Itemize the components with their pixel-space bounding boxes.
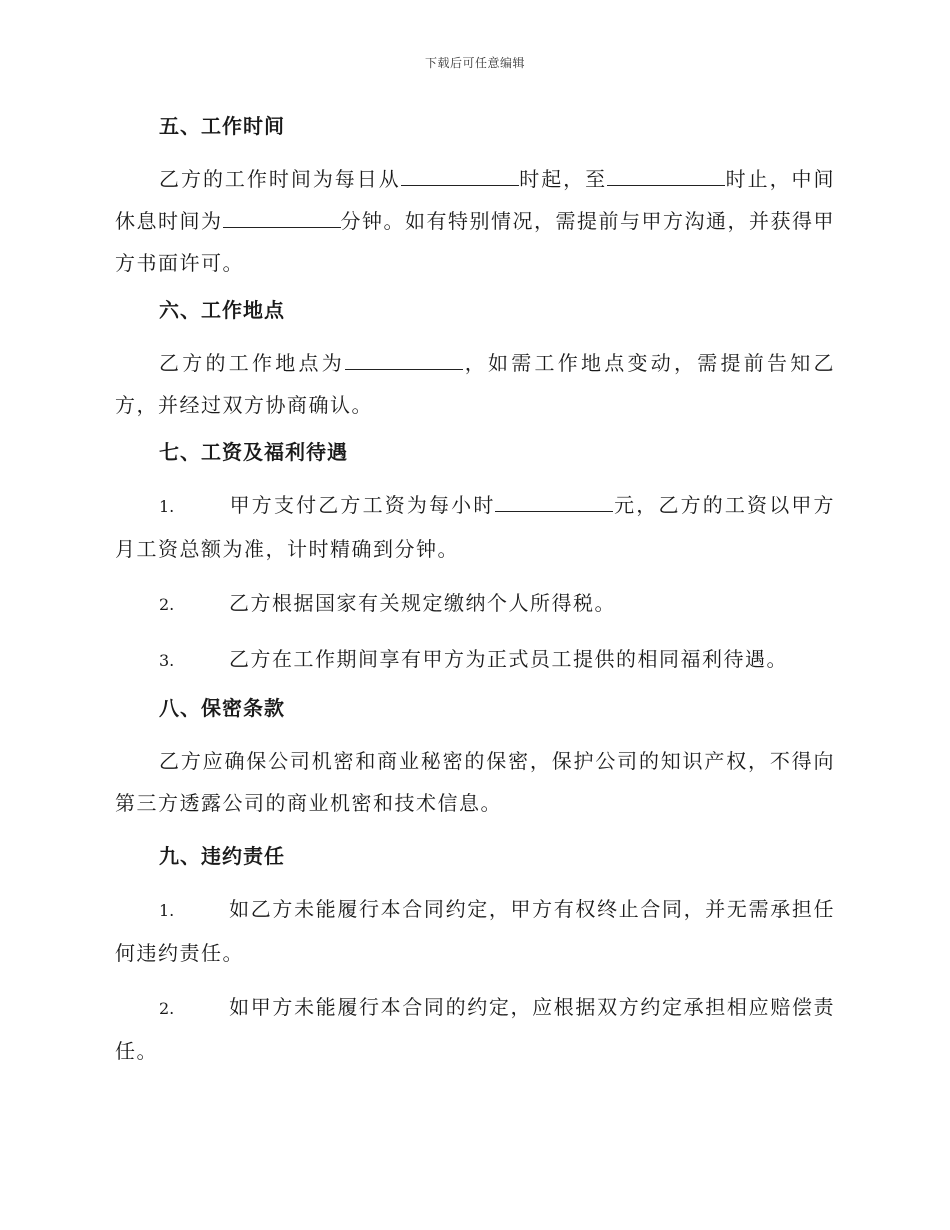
- blank-hourly-wage: [495, 489, 613, 512]
- section-title-breach-liability: 九、违约责任: [159, 844, 285, 868]
- list-number: 1.: [159, 901, 175, 920]
- list-item-breach-1: [115, 888, 835, 974]
- section-title-work-hours: 五、工作时间: [159, 114, 285, 138]
- text-segment: 乙方根据国家有关规定缴纳个人所得税。: [229, 591, 616, 615]
- paragraph-work-location: [115, 342, 835, 426]
- list-item-salary-3: [115, 638, 835, 682]
- page-header: 下载后可任意编辑: [424, 56, 525, 70]
- text-segment: 乙方在工作期间享有甲方为正式员工提供的相同福利待遇。: [229, 647, 788, 671]
- document-body: [115, 112, 835, 1072]
- list-item-salary-2: [115, 582, 835, 626]
- list-item-breach-2: [115, 986, 835, 1072]
- paragraph-confidentiality: 乙方应确保公司机密和商业秘密的保密，保护公司的知识产权，不得向第三方透露公司的商业机密和技术信息。: [115, 749, 835, 815]
- section-title-work-location: 六、工作地点: [159, 298, 285, 322]
- blank-break-minutes: [223, 205, 341, 228]
- text-segment: 分钟。如有特别情况，需提前与甲方沟通，并获得甲方书面许可。: [115, 209, 835, 275]
- paragraph-work-hours: [115, 158, 835, 284]
- list-number: 2.: [159, 999, 175, 1018]
- text-segment: ，如需工作地点变动，需提前告知乙方，并经过双方协商确认。: [115, 351, 835, 417]
- text-segment: 元，乙方的工资以甲方月工资总额为准，计时精确到分钟。: [115, 493, 836, 561]
- list-item-salary-1: [115, 484, 835, 570]
- list-number: 1.: [159, 497, 175, 516]
- text-segment: 时起，至: [518, 167, 608, 191]
- text-segment: 乙方的工作时间为每日从: [159, 167, 401, 191]
- list-number: 2.: [159, 595, 175, 614]
- blank-end-time: [607, 163, 725, 186]
- text-segment: 时止，中间休息时间为: [115, 167, 836, 233]
- section-title-confidentiality: 八、保密条款: [159, 696, 285, 720]
- blank-location: [345, 347, 463, 370]
- list-number: 3.: [159, 651, 175, 670]
- text-segment: 如乙方未能履行本合同约定，甲方有权终止合同，并无需承担任何违约责任。: [115, 897, 835, 965]
- section-title-salary-benefits: 七、工资及福利待遇: [159, 440, 348, 464]
- text-segment: 甲方支付乙方工资为每小时: [229, 493, 496, 517]
- text-segment: 如甲方未能履行本合同的约定，应根据双方约定承担相应赔偿责任。: [115, 995, 835, 1063]
- blank-start-time: [401, 163, 519, 186]
- text-segment: 乙方的工作地点为: [159, 351, 345, 375]
